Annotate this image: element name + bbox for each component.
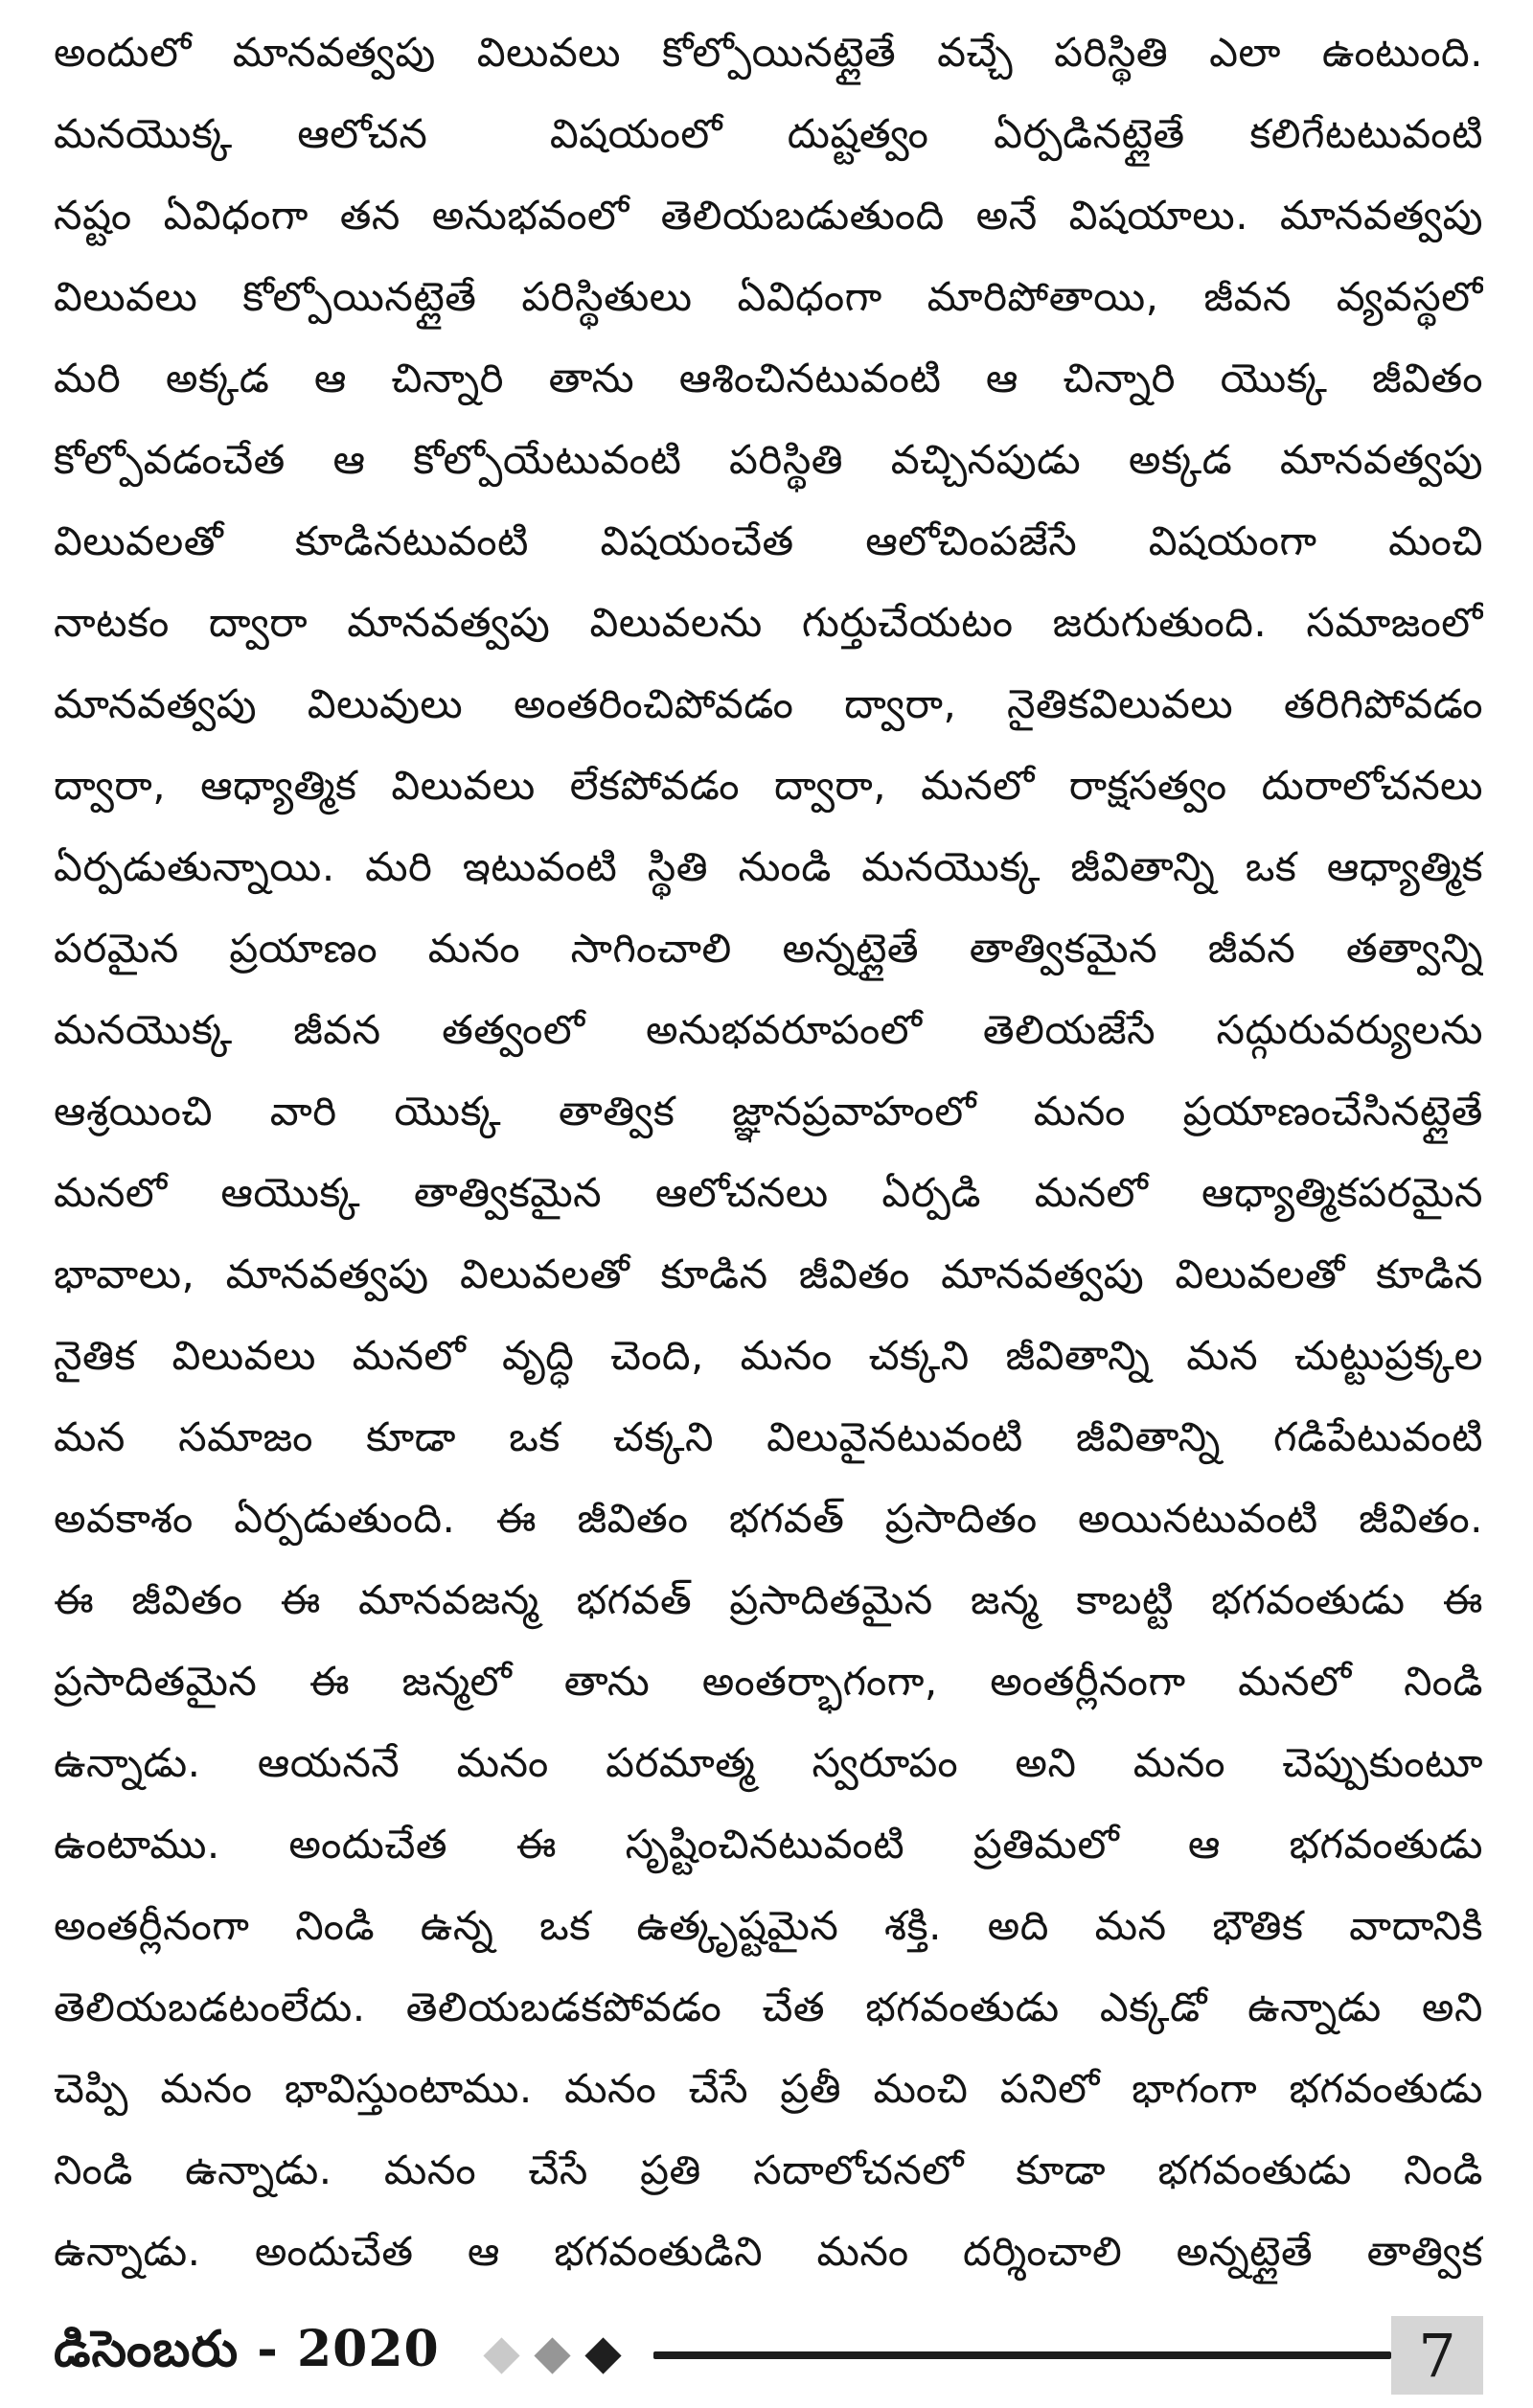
text-line: భావాలు, మానవత్వపు విలువలతో కూడిన జీవితం మానవత్వపు విలువలతో కూడిన [54, 1250, 1483, 1297]
text-line: ఈ జీవితం ఈ మానవజన్మ భగవత్ ప్రసాదితమైన జన్మ కాబట్టి భగవంతుడు ఈ [54, 1576, 1483, 1623]
text-line: చెప్పి మనం భావిస్తుంటాము. మనం చేసే ప్రతీ మంచి పనిలో భాగంగా భగవంతుడు [54, 2065, 1483, 2112]
text-line: ద్వారా, ఆధ్యాత్మిక విలువలు లేకపోవడం ద్వారా, మనలో రాక్షసత్వం దురాలోచనలు [54, 762, 1483, 809]
text-line: కోల్పోవడంచేత ఆ కోల్పోయేటువంటి పరిస్థితి వచ్చినపుడు అక్కడ మానవత్వపు [54, 436, 1483, 483]
text-line: అవకాశం ఏర్పడుతుంది. ఈ జీవితం భగవత్ ప్రసాదితం అయినటువంటి జీవితం. [54, 1495, 1483, 1542]
text-line: ఆశ్రయించి వారి యొక్క తాత్విక జ్ఞానప్రవాహంలో మనం ప్రయాణంచేసినట్లైతే [54, 1088, 1483, 1135]
text-line: విలువలు కోల్పోయినట్లైతే పరిస్థితులు ఏవిధంగా మారిపోతాయి, జీవన వ్యవస్థలో [54, 273, 1483, 320]
text-line: నష్టం ఏవిధంగా తన అనుభవంలో తెలియబడుతుంది అనే విషయాలు. మానవత్వపు [54, 192, 1483, 239]
text-line: అందులో మానవత్వపు విలువలు కోల్పోయినట్లైతే వచ్చే పరిస్థితి ఎలా ఉంటుంది. [54, 29, 1483, 76]
diamond-icon [534, 2337, 570, 2374]
text-line: మనయొక్క జీవన తత్వంలో అనుభవరూపంలో తెలియజేసే సద్గురువర్యులను [54, 1006, 1483, 1053]
text-line: ఉన్నాడు. ఆయననే మనం పరమాత్మ స్వరూపం అని మనం చెప్పుకుంటూ [54, 1739, 1483, 1786]
text-line: ఏర్పడుతున్నాయి. మరి ఇటువంటి స్థితి నుండి మనయొక్క జీవితాన్ని ఒక ఆధ్యాత్మిక [54, 843, 1483, 890]
text-line: నిండి ఉన్నాడు. మనం చేసే ప్రతి సదాలోచనలో కూడా భగవంతుడు నిండి [54, 2146, 1483, 2193]
text-line: విలువలతో కూడినటువంటి విషయంచేత ఆలోచింపజేసే విషయంగా మంచి [54, 517, 1483, 564]
issue-date-label: డిసెంబరు - 2020 [54, 2320, 440, 2378]
diamond-icon [483, 2337, 519, 2374]
text-line: పరమైన ప్రయాణం మనం సాగించాలి అన్నట్లైతే తాత్వికమైన జీవన తత్వాన్ని [54, 925, 1483, 972]
diamond-icon [584, 2337, 621, 2374]
text-line: మరి అక్కడ ఆ చిన్నారి తాను ఆశించినటువంటి ఆ చిన్నారి యొక్క జీవితం [54, 355, 1483, 401]
text-line: మనలో ఆయొక్క తాత్వికమైన ఆలోచనలు ఏర్పడి మనలో ఆధ్యాత్మికపరమైన [54, 1169, 1483, 1216]
text-line: నాటకం ద్వారా మానవత్వపు విలువలను గుర్తుచేయటం జరుగుతుంది. సమాజంలో [54, 599, 1483, 646]
text-line: తెలియబడటంలేదు. తెలియబడకపోవడం చేత భగవంతుడు ఎక్కడో ఉన్నాడు అని [54, 1984, 1483, 2030]
article-body [54, 11, 1483, 2292]
text-line: మనయొక్క ఆలోచన విషయంలో దుష్టత్వం ఏర్పడినట్లైతే కలిగేటటువంటి [54, 110, 1483, 157]
text-line: మన సమాజం కూడా ఒక చక్కని విలువైనటువంటి జీవితాన్ని గడిపేటువంటి [54, 1413, 1483, 1460]
page-number: 7 [1391, 2316, 1483, 2395]
text-line: మానవత్వపు విలువులు అంతరించిపోవడం ద్వారా, నైతికవిలువలు తరిగిపోవడం [54, 680, 1483, 727]
page-footer [54, 2307, 1483, 2403]
diamond-ornament [476, 2343, 629, 2369]
text-line: ఉంటాము. అందుచేత ఈ సృష్టించినటువంటి ప్రతిమలో ఆ భగవంతుడు [54, 1821, 1483, 1868]
text-line: ఉన్నాడు. అందుచేత ఆ భగవంతుడిని మనం దర్శించాలి అన్నట్లైతే తాత్విక [54, 2228, 1483, 2275]
footer-rule [653, 2351, 1391, 2359]
text-line: నైతిక విలువలు మనలో వృద్ధి చెంది, మనం చక్కని జీవితాన్ని మన చుట్టుప్రక్కల [54, 1332, 1483, 1379]
text-line: ప్రసాదితమైన ఈ జన్మలో తాను అంతర్భాగంగా, అంతర్లీనంగా మనలో నిండి [54, 1658, 1483, 1705]
text-line: అంతర్లీనంగా నిండి ఉన్న ఒక ఉత్కృష్టమైన శక్తి. అది మన భౌతిక వాదానికి [54, 1902, 1483, 1949]
